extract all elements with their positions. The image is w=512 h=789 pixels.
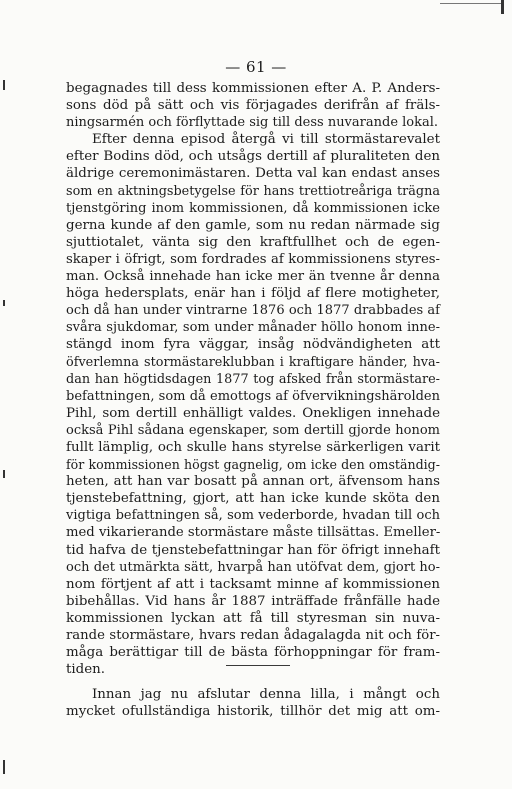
text-line: fullt lämplig, och skulle hans styrelse särkerligen varit: [66, 439, 440, 455]
text-line: för kommissionen högst gagnelig, om icke den omständig-: [66, 457, 440, 473]
body-text: [66, 80, 440, 678]
text-line: tiden.: [66, 662, 106, 678]
text-line: heten, att han var bosatt på annan ort, äfvensom hans: [66, 474, 440, 490]
scan-edge-line: [440, 3, 502, 4]
text-line: tid hafva de tjenstebefattningar han för öfrigt innehaft: [66, 542, 440, 558]
text-line: skaper i öfrigt, som fordrades af kommissionens styres-: [66, 251, 440, 267]
scan-edge-mark: [3, 760, 5, 774]
scan-edge-mark: [3, 80, 5, 90]
text-line: ningsarmén och förflyttade sig till dess nuvarande lokal.: [66, 115, 439, 131]
text-line: höga hedersplats, enär han i följd af flere motigheter,: [66, 286, 440, 302]
text-line: mycket ofullständiga historik, tillhör det mig att om-: [66, 704, 440, 720]
text-line: som en aktningsbetygelse för hans trettiotreåriga trägna: [66, 183, 440, 199]
scan-edge-mark: [3, 300, 5, 306]
text-line: äldrige ceremonimästaren. Detta val kan endast anses: [66, 166, 440, 182]
page-number: — 61 —: [225, 58, 287, 76]
text-line: nom förtjent af att i tacksamt minne af kommissionen: [66, 576, 440, 592]
text-line: också Pihl sådana egenskaper, som dertill gjorde honom: [66, 422, 440, 438]
text-line: öfverlemna stormästareklubban i kraftigare händer, hva-: [66, 354, 440, 370]
text-line: måga berättigar till de bästa förhoppningar för fram-: [66, 645, 440, 661]
scan-edge-mark: [3, 470, 5, 478]
text-line: Innan jag nu afslutar denna lilla, i mångt och: [92, 687, 440, 702]
text-line: vigtiga befattningen så, som vederborde, hvadan till och: [66, 508, 440, 524]
text-line: med vikarierande stormästare måste tillsättas. Emeller-: [66, 525, 441, 541]
text-line: och då han under vintrarne 1876 och 1877 drabbades af: [66, 303, 440, 319]
text-line: tjenstebefattning, gjort, att han icke kunde sköta den: [66, 491, 440, 507]
text-line: rande stormästare, hvars redan ådagalagda nit och för-: [66, 628, 440, 643]
text-line: bibehållas. Vid hans år 1887 inträffade frånfälle hade: [66, 593, 440, 609]
text-line: stängd inom fyra väggar, insåg nödvändigheten att: [66, 337, 440, 353]
text-line: befattningen, som då emottogs af öfvervikningshärolden: [66, 388, 440, 404]
text-line: svåra sjukdomar, som under månader höllo honom inne-: [66, 320, 440, 336]
text-line: sjuttiotalet, vänta sig den kraftfullhet och de egen-: [66, 234, 440, 250]
text-line: man. Också innehade han icke mer än tvenne år denna: [66, 269, 440, 285]
scan-edge-mark: [501, 0, 504, 14]
text-line: Efter denna episod återgå vi till stormästarevalet: [92, 132, 440, 148]
text-line: och det utmärkta sätt, hvarpå han utöfvat dem, gjort ho-: [66, 559, 440, 575]
text-line: tjenstgöring inom kommissionen, då kommissionen icke: [66, 200, 440, 216]
closing-paragraph: [66, 686, 440, 720]
text-line: efter Bodins död, och utsågs dertill af pluraliteten den: [66, 149, 440, 165]
text-line: kommissionen lyckan att få till styresman sin nuva-: [66, 610, 440, 626]
text-line: gerna kunde af den gamle, som nu redan närmade sig: [66, 217, 440, 233]
text-line: sons död på sätt och vis förjagades derifrån af fräls-: [66, 98, 440, 114]
text-line: begagnades till dess kommissionen efter A. P. Anders-: [66, 81, 440, 96]
text-line: dan han högtidsdagen 1877 tog afsked från stormästare-: [66, 371, 440, 387]
text-line: Pihl, som dertill enhälligt valdes. Onekligen innehade: [66, 405, 440, 421]
section-divider: [226, 665, 290, 666]
